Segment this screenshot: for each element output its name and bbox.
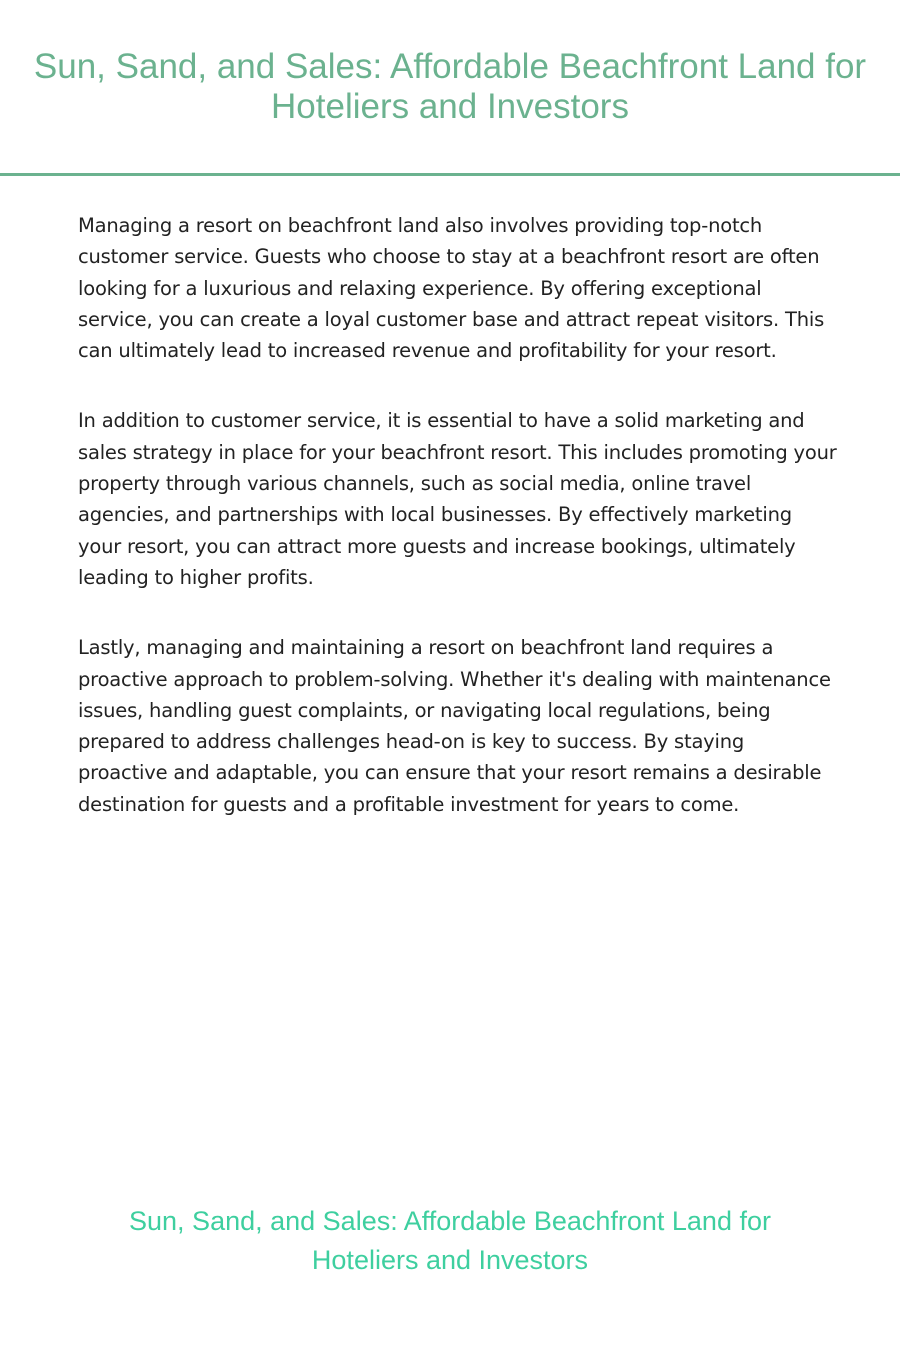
footer-title: Sun, Sand, and Sales: Affordable Beachfront Land for Hoteliers and Investors xyxy=(129,1206,771,1275)
paragraph-customer-service: Managing a resort on beachfront land also involves providing top-notch customer service. Guests who choose to stay at a beachfront resort are often looking for a luxurious and relaxing experience. By offering exceptional service, you can create a loyal customer base and attract repeat visitors. This can ultimately lead to increased revenue and profitability for your resort. xyxy=(78,214,825,363)
page-header xyxy=(0,0,900,176)
paragraph-problem-solving: Lastly, managing and maintaining a resort on beachfront land requires a proactive approach to problem-solving. Whether it's dealing with maintenance issues, handling guest complaints, or navigating local regulations, being prepared to address challenges head-on is key to success. By staying proactive and adaptable, you can ensure that your resort remains a desirable destination for guests and a profitable investment for years to come. xyxy=(78,636,831,816)
page-title: Sun, Sand, and Sales: Affordable Beachfront Land for Hoteliers and Investors xyxy=(33,47,867,126)
article-body xyxy=(78,210,838,859)
paragraph-marketing-strategy: In addition to customer service, it is essential to have a solid marketing and sales strategy in place for your beachfront resort. This includes promoting your property through various channels, such as social media, online travel agencies, and partnerships with local businesses. By effectively marketing your resort, you can attract more guests and increase bookings, ultimately leading to higher profits. xyxy=(78,409,837,589)
